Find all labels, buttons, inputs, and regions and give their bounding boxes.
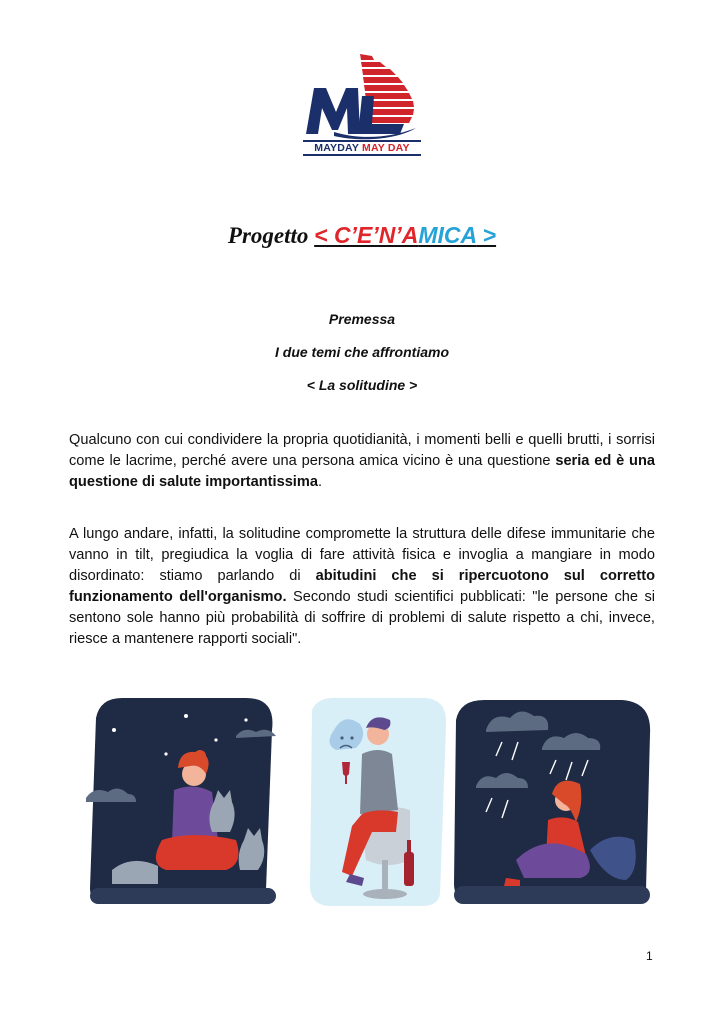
heading-temi: I due temi che affrontiamo [275,344,449,360]
paragraph-2-text-b: Secondo studi scientifici pubblicati: "le persone che si sentono sole hanno più probabilità di soffrire di problemi di salute rispetto a chi, invece, riesce a mantenere rapporti sociali". [69,589,656,647]
title-prefix: Progetto [227,223,309,248]
man-wine-scene-icon [310,698,446,906]
sail-logo-icon [300,48,424,140]
page-number: 1 [646,949,653,963]
loneliness-illustration [66,690,660,930]
night-cats-scene-icon [86,698,276,904]
logo-caption [303,140,421,156]
logo-word-mayday: MAYDAY [314,142,359,154]
paragraph-1-bold: seria ed è una questione di salute importantissima [69,453,655,490]
paragraph-2-bold: abitudini che si ripercuotono sul corretto funzionamento dell'organismo. [69,568,655,605]
paragraph-1 [69,430,655,493]
page-title [0,222,724,249]
project-name-blue: MICA [418,222,477,248]
rain-woman-scene-icon [454,700,650,904]
project-name-link[interactable] [314,222,496,248]
paragraph-2 [69,524,655,650]
heading-solitudine: < La solitudine > [306,377,418,393]
logo-word-may-day: MAY DAY [362,142,410,154]
paragraph-1-text-b: . [317,474,323,490]
project-name-end: > [476,222,497,248]
mayday-logo [300,48,424,163]
paragraph-1-text-a: Qualcuno con cui condividere la propria quotidianità, i momenti belli e quelli brutti, i sorrisi come le lacrime, perché avere una persona amica vicino è una questione [69,432,655,469]
project-name-red: < C’E’N’A [314,222,419,248]
heading-premessa: Premessa [328,311,396,327]
paragraph-2-text-a: A lungo andare, infatti, la solitudine compromette la struttura delle difese immunitarie che vanno in tilt, pregiudica la voglia di fare attività fisica e invoglia a mangiare in modo disordinato: stiamo parlando di [69,526,655,584]
